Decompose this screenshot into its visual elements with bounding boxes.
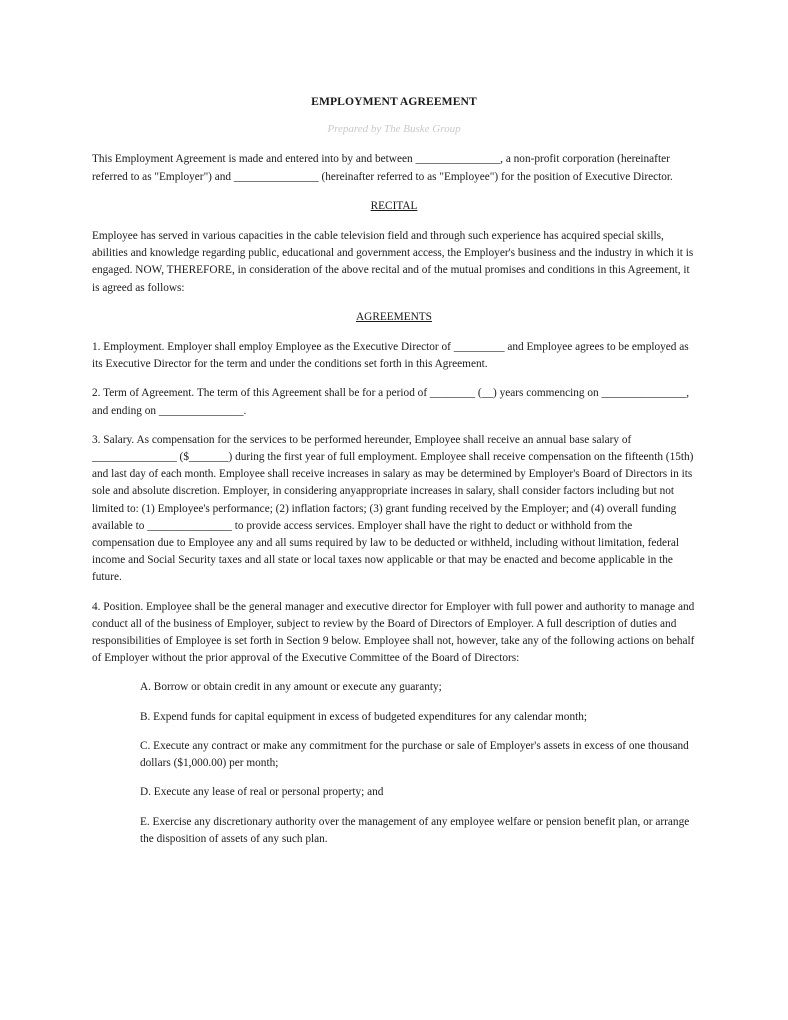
- restriction-item: D. Execute any lease of real or personal property; and: [140, 786, 384, 799]
- recital-heading: RECITAL: [370, 199, 418, 212]
- intro-paragraph: This Employment Agreement is made and entered into by and between _______________, a non-profit corporation (hereinafter referred to as "Employer") and _______________ (hereinafter referred to as "Employee") for the position of Executive Director.: [92, 153, 673, 183]
- restriction-item: E. Exercise any discretionary authority over the management of any employee welfare or pension benefit plan, or arrange the disposition of assets of any such plan.: [140, 815, 690, 845]
- section-term: 2. Term of Agreement. The term of this Agreement shall be for a period of ________ (__) years commencing on _______________, and ending on _______________.: [92, 387, 690, 417]
- restriction-item: B. Expend funds for capital equipment in excess of budgeted expenditures for any calendar month;: [140, 710, 588, 723]
- section-employment: 1. Employment. Employer shall employ Employee as the Executive Director of _________ and Employee agrees to be employed as its Executive Director for the term and under the conditions set forth in this Agreement.: [92, 341, 689, 371]
- section-salary: 3. Salary. As compensation for the services to be performed hereunder, Employee shall receive an annual base salary of _______________ ($_______) during the first year of full employment. Employee shall receive compensation on the fifteenth (15th) and last day of each month. Employee shall receive increases in salary as may be determined by Employer's Board of Directors in its sole and absolute discretion. Employer, in considering anyappropriate increases in salary, shall consider factors including but not limited to: (1) Employee's performance; (2) inflation factors; (3) grant funding received by the Employer; and (4) overall funding available to _______________ to provide access services. Employer shall have the right to deduct or withhold from the compensation due to Employee any and all sums required by law to be deducted or withheld, including without limitation, federal income and Social Security taxes and all state or local taxes now applicable or that may be enacted and become applicable in the future.: [92, 433, 694, 584]
- restrictions-list: [92, 679, 696, 847]
- agreements-heading: AGREEMENTS: [356, 310, 432, 323]
- watermark-text: Prepared by The Buske Group: [327, 123, 461, 136]
- section-position: 4. Position. Employee shall be the general manager and executive director for Employer with full power and authority to manage and conduct all of the business of Employer, subject to review by the Board of Directors of Employer. A full description of duties and responsibilities of Employee is set forth in Section 9 below. Employee shall not, however, take any of the following actions on behalf of Employer without the prior approval of the Executive Committee of the Board of Directors:: [92, 600, 695, 665]
- document-page: [92, 93, 696, 860]
- document-title: EMPLOYMENT AGREEMENT: [311, 95, 477, 108]
- recital-paragraph: Employee has served in various capacities in the cable television field and through such experience has acquired special skills, abilities and knowledge regarding public, educational and government access, the Employer's business and the industry in which it is engaged. NOW, THEREFORE, in consideration of the above recital and of the mutual promises and conditions in this Agreement, it is agreed as follows:: [92, 230, 694, 294]
- restriction-item: A. Borrow or obtain credit in any amount or execute any guaranty;: [140, 681, 442, 694]
- restriction-item: C. Execute any contract or make any commitment for the purchase or sale of Employer's assets in excess of one thousand dollars ($1,000.00) per month;: [140, 739, 689, 770]
